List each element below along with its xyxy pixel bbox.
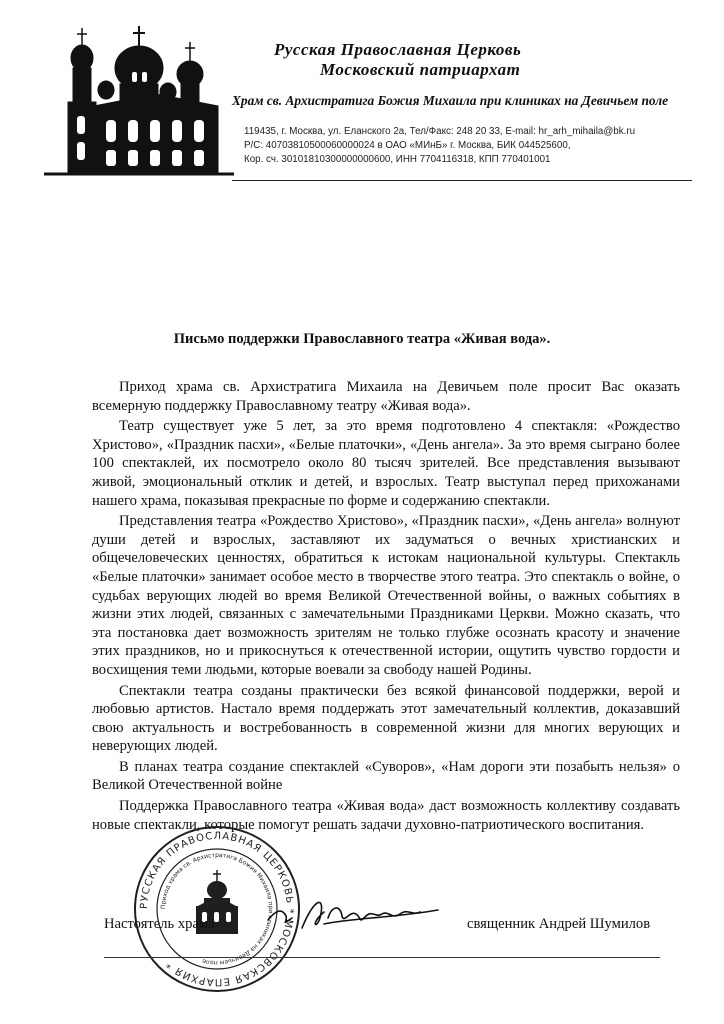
org-name-church: Русская Православная Церковь [274, 40, 522, 59]
signature-row [0, 908, 724, 948]
church-icon [44, 24, 234, 184]
paragraph: Спектакли театра созданы практически без всякой финансовой поддержки, верой и любовью артистов. Настало время поддержать этот замечательный коллектив, доказавший свою актуальность и востребованность в современной жизни для многих верующих и неверующих людей. [92, 682, 680, 755]
letterhead [0, 0, 724, 190]
paragraph: В планах театра создание спектаклей «Суворов», «Нам дороги эти позабыть нельзя» о Великой Отечественной войне [92, 758, 680, 794]
stamp-outer-text: РУССКАЯ ПРАВОСЛАВНАЯ ЦЕРКОВЬ * МОСКОВСКАЯ ЕПАРХИЯ * [138, 830, 296, 988]
paragraph: Представления театра «Рождество Христово», «Праздник пасхи», «День ангела» волнуют души детей и взрослых, заставляют их задуматься о вечных христианских и общечеловеческих ценностях, обратиться к истокам национальной культуры. Спектакль «Белые платочки» занимает особое место в творчестве этого театра. Это спектакль о войне, о судьбах верующих людей во время Великой Отечественной войны, о важных событиях в жизни этих людей, связанных с замечательными Праздниками Церкви. Можно сказать, что эта постановка дает возможность зрителям не только глубже осознать красоту и значение этих праздников, но и прикоснуться к отечественной истории, ощутить чувство гордости и восхищения теми людьми, которые воевали за свободу нашей Родины. [92, 513, 680, 678]
paragraph: Приход храма св. Архистратига Михаила на Девичьем поле просит Вас оказать всемерную поддержку Православному театру «Живая вода». [92, 379, 680, 414]
church-name: Храм св. Архистратига Божия Михаила при клиниках на Девичьем поле [232, 93, 669, 108]
address-line: 119435, г. Москва, ул. Еланского 2а, Тел/Факс: 248 20 33, E-mail: hr_arh_mihaila@bk.ru [244, 126, 636, 137]
signatory-name: священник Андрей Шумилов [467, 916, 651, 932]
org-name-patriarchate: Московский патриархат [320, 60, 521, 79]
document-body [92, 378, 680, 836]
account-line: Кор. сч. 30101810300000000600, ИНН 7704116318, КПП 770401001 [244, 154, 551, 165]
paragraph: Поддержка Православного театра «Живая вода» даст возможность коллективу создавать новые спектакли, которые помогут решать задачи духовно-патриотического воспитания. [92, 798, 680, 833]
document-title: Письмо поддержки Православного театра «Живая вода». [173, 331, 551, 347]
signatory-role: Настоятель храма [104, 916, 215, 932]
footer-divider [104, 957, 660, 958]
paragraph: Театр существует уже 5 лет, за это время подготовлено 4 спектакля: «Рождество Христово», «Праздник пасхи», «Белые платочки», «День ангела». За это время сыграно более 100 спектаклей, их посмотрело около 80 тысяч зрителей. Все представления вызывают живой, эмоциональный отклик и детей, и взрослых. Театр выступал перед прихожанами нашего храма, показывая прекрасные по форме и содержанию спектакли. [92, 418, 680, 509]
stamp-inner-text: Приход храма св. Архистратига Божия Михаила при клиниках на Девичьем поле [159, 851, 275, 967]
letterhead-divider [232, 180, 692, 181]
bank-line: Р/С: 40703810500060000024 в ОАО «МИнБ» г. Москва, БИК 044525600, [244, 140, 571, 151]
